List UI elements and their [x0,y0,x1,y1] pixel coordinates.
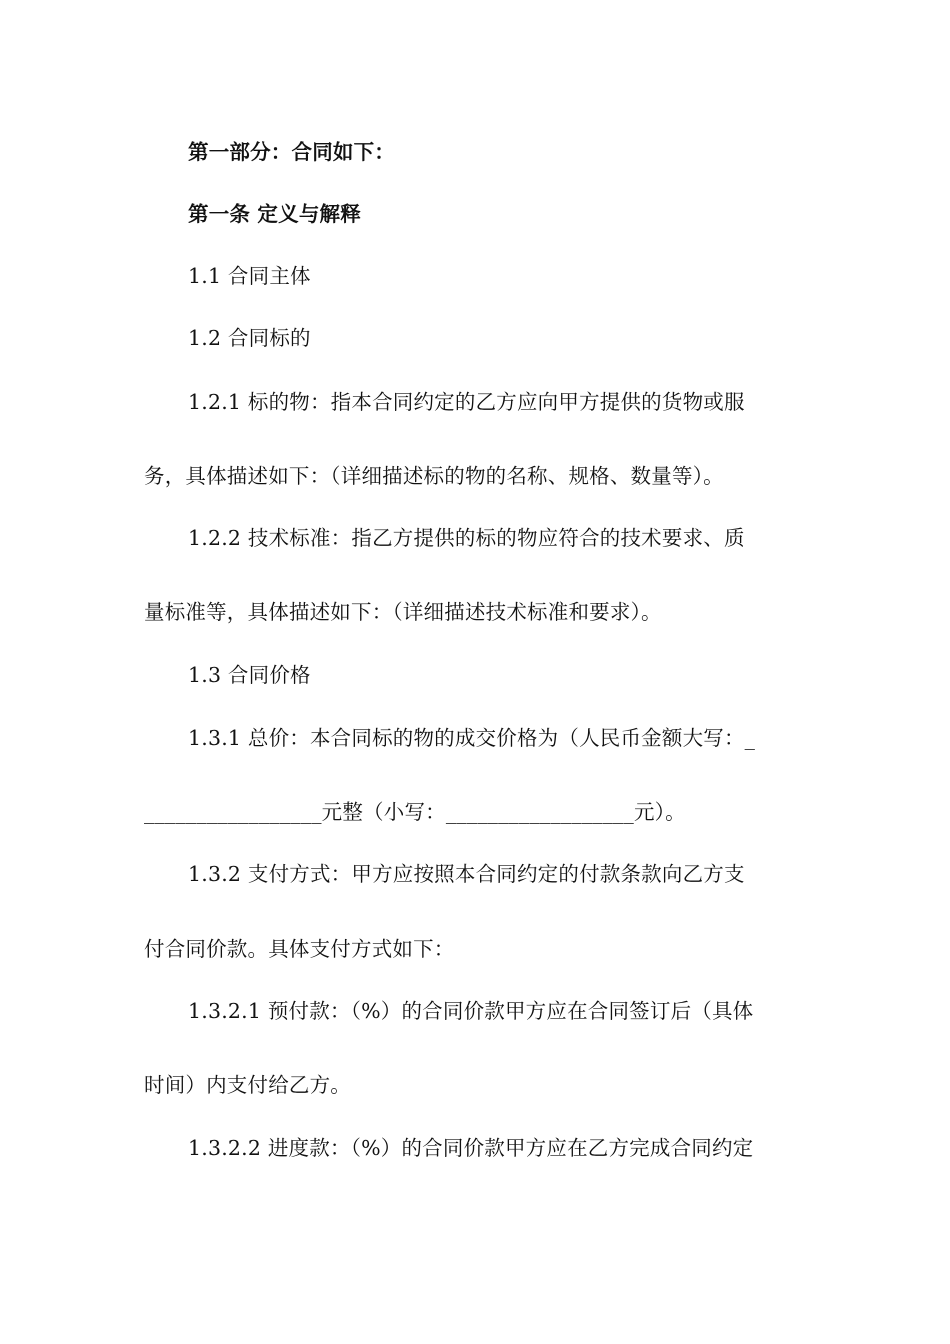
paragraph-line: 1.3 合同价格 [188,663,311,687]
paragraph-line: 务，具体描述如下：（详细描述标的物的名称、规格、数量等）。 [144,464,724,488]
paragraph-line: 1.2 合同标的 [188,326,311,350]
paragraph-line: 1.3.2 支付方式：甲方应按照本合同约定的付款条款向乙方支 [188,862,745,886]
paragraph-line: 1.2.1 标的物：指本合同约定的乙方应向甲方提供的货物或服 [188,390,745,414]
paragraph-line: 1.3.1 总价：本合同标的物的成交价格为（人民币金额大写：_ [188,726,756,750]
paragraph-line: 付合同价款。具体支付方式如下： [144,937,455,961]
paragraph-line: _________________元整（小写：__________________元）。 [144,800,686,824]
paragraph-line: 1.3.2.1 预付款：（%）的合同价款甲方应在合同签订后（具体 [188,999,754,1023]
article-heading: 第一条 定义与解释 [188,202,361,226]
paragraph-line: 1.1 合同主体 [188,264,311,288]
paragraph-line: 1.3.2.2 进度款：（%）的合同价款甲方应在乙方完成合同约定 [188,1136,754,1160]
paragraph-line: 量标准等，具体描述如下：（详细描述技术标准和要求）。 [144,600,662,624]
paragraph-line: 1.2.2 技术标准：指乙方提供的标的物应符合的技术要求、质 [188,526,745,550]
part-heading: 第一部分：合同如下： [188,140,395,164]
paragraph-line: 时间）内支付给乙方。 [144,1073,351,1097]
